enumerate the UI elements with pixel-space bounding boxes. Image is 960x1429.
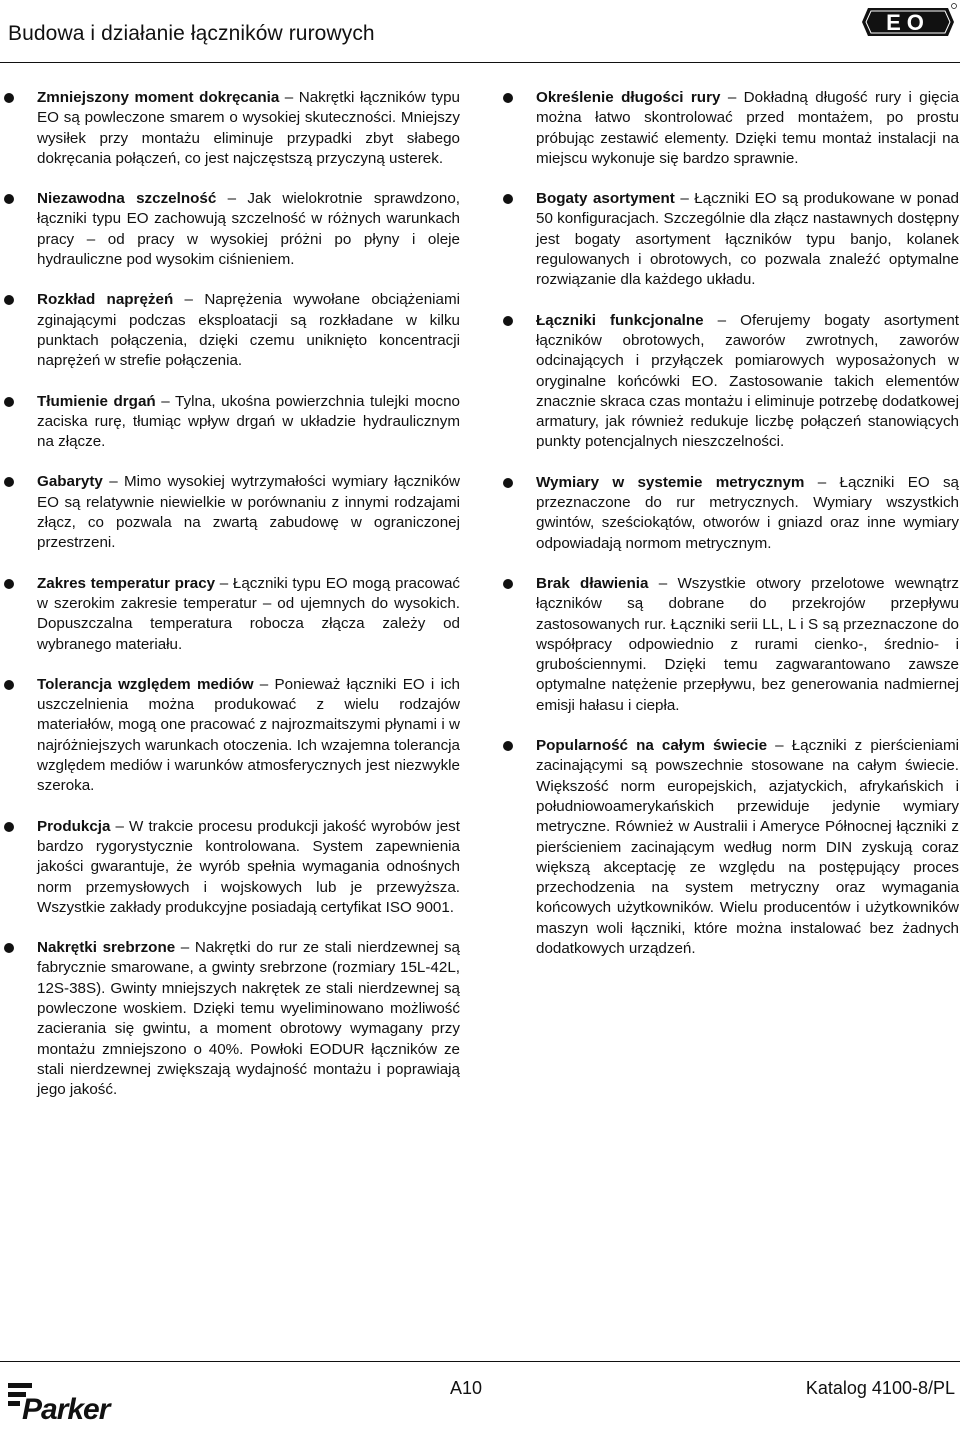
- feature-lead: Tłumienie drgań: [37, 392, 156, 410]
- header-divider: [0, 62, 960, 63]
- feature-text: – Nakrętki do rur ze stali nierdzewnej są fabrycznie smarowane, a gwinty srebrzone (rozmiary 15L-42L, 12S-38S). Gwinty mniejszych nakrętek ze stali nierdzewnej są powleczone woskiem. Dzięki temu wyeliminowano możliwość zacierania się gwintu, a moment obrotowy wymagany przy montażu zmniejszono o 40%. Powłoki EODUR łączników ze stali nierdzewnej zwiększają wydajność montażu i poprawiają jego jakość.: [37, 939, 460, 1099]
- feature-item: [497, 311, 959, 453]
- feature-item: [497, 736, 959, 959]
- bullet-icon: [503, 194, 513, 204]
- bullet-icon: [503, 478, 513, 488]
- catalog-number: Katalog 4100-8/PL: [805, 1378, 955, 1398]
- feature-item: [497, 473, 959, 554]
- feature-text: – Łączniki z pierścieniami zacinającymi są powszechnie stosowane na całym świecie. Większość norm europejskich, azjatyckich, afrykańskich i południowoamerykańskich przewiduje jedynie wymiary metryczne. Również w Australii i Ameryce Północnej łączniki z pierścieniem zacinającym według norm DIN zyskują coraz większą akceptację ze względu na postępujący proces przechodzenia na system metryczny oraz wymagania końcowych użytkowników. Wielu producentów i użytkowników maszyn woli łączniki, które można instalować bez żadnych dodatkowych urządzeń.: [536, 737, 959, 957]
- bullet-icon: [503, 579, 513, 589]
- page-number: A10: [450, 1378, 483, 1398]
- eo-logo: [858, 2, 958, 42]
- feature-item: [0, 817, 460, 918]
- feature-lead: Brak dławienia: [536, 574, 649, 592]
- feature-item: [0, 290, 460, 371]
- feature-item: [497, 574, 959, 716]
- feature-text: – Tylna, ukośna powierzchnia tulejki mocno zaciska rurę, tłumiąc wpływ drgań w układzie hydraulicznym na złącze.: [37, 392, 461, 451]
- feature-lead: Określenie długości rury: [536, 89, 721, 106]
- bullet-icon: [4, 93, 14, 103]
- feature-text: – Naprężenia wywołane obciążeniami zginającymi podczas eksploatacji są rozkładane w kilku punktach połączenia, dzięki czemu uniknięto koncentracji naprężeń w strefie połączenia.: [37, 291, 460, 370]
- feature-lead: Nakrętki srebrzone: [37, 939, 176, 957]
- feature-text: – Ponieważ łączniki EO i ich uszczelnienia można produkować z wielu rodzajów materiałów, mogą one pracować z najrozmaitszymi płynami i w najróżniejszych warunkach otoczenia. Ich wzajemna tolerancja względem mediów i warunków atmosferycznych jest niezwykle szeroka.: [37, 675, 460, 795]
- feature-lead: Niezawodna szczelność: [37, 190, 217, 208]
- left-column: [0, 88, 460, 1120]
- bullet-icon: [503, 316, 513, 326]
- feature-item: [0, 189, 460, 270]
- feature-text: – Mimo wysokiej wytrzymałości wymiary łączników EO są relatywnie niewielkie w porównaniu z innymi rodzajami złącz, co pozwala na zwartą zabudowę w ograniczonej przestrzeni.: [37, 473, 460, 552]
- feature-text: – Łączniki typu EO mogą pracować w szerokim zakresie temperatur – od ujemnych do wysokich. Dopuszczalna temperatura roboczа złącza zależy od wybranego materiału.: [37, 574, 460, 653]
- bullet-icon: [4, 680, 14, 690]
- page-title: Budowa i działanie łączników rurowych: [8, 22, 375, 45]
- feature-item: [0, 574, 460, 655]
- bullet-icon: [4, 477, 14, 487]
- feature-lead: Popularność na całym świecie: [536, 737, 768, 755]
- eo-logo-text: EO: [886, 10, 930, 35]
- right-column: [497, 88, 959, 979]
- feature-text: – Dokładną długość rury i gięcia można łatwo skontrolować przed montażem, po prostu próbując zestawić elementy. Dzięki temu montaż instalacji na miejscu wykonuje się bardzo sprawnie.: [536, 89, 959, 167]
- bullet-icon: [4, 295, 14, 305]
- bullet-icon: [4, 194, 14, 204]
- feature-lead: Produkcja: [37, 817, 111, 835]
- bullet-icon: [4, 943, 14, 953]
- feature-lead: Zmniejszony moment dokręcania: [37, 89, 280, 106]
- feature-item: [497, 189, 959, 290]
- feature-lead: Wymiary w systemie metrycznym: [536, 473, 805, 491]
- feature-text: – Wszystkie otwory przelotowe wewnątrz łączników są dobrane do przekrojów przepływu zastosowanych rur. Łączniki serii LL, L i S są przeznaczone do współpracy odpowiednio z rurami cienko-, średnio- i grubościennymi. Dzięki temu zagwarantowano zawsze optymalne natężenie przepływu, bez generowania nadmiernej emisji hałasu i ciepła.: [536, 574, 960, 714]
- feature-text: – Nakrętki łączników typu EO są powleczone smarem o wysokiej skuteczności. Mniejszy wysiłek przy montażu eliminuje przypadki zbyt słabego dokręcania połączeń, co jest najczęstszą przyczyną usterek.: [37, 89, 460, 167]
- feature-lead: Bogaty asortyment: [536, 190, 675, 208]
- parker-logo: [8, 1383, 134, 1423]
- feature-item: [0, 88, 460, 169]
- feature-lead: Zakres temperatur pracy: [37, 574, 216, 592]
- feature-item: [0, 472, 460, 553]
- feature-item: [0, 675, 460, 797]
- feature-text: – Łączniki EO są przeznaczone do rur metrycznych. Wymiary wszystkich gwintów, sześciokątów, otworów i gniazd oraz inne wymiary odpowiadają normom metrycznym.: [536, 473, 959, 552]
- feature-text: – Jak wielokrotnie sprawdzono, łączniki typu EO zachowują szczelność w różnych warunkach pracy – od pracy w wysokiej próżni po płyny i oleje hydrauliczne pod wysokim ciśnieniem.: [37, 190, 460, 269]
- bullet-icon: [4, 397, 14, 407]
- feature-lead: Gabaryty: [37, 473, 103, 491]
- bullet-icon: [4, 822, 14, 832]
- feature-lead: Rozkład naprężeń: [37, 291, 174, 309]
- feature-lead: Tolerancja względem mediów: [37, 675, 254, 693]
- bullet-icon: [503, 741, 513, 751]
- feature-item: [497, 88, 959, 169]
- feature-item: [0, 392, 460, 453]
- footer-divider: [0, 1361, 960, 1362]
- bullet-icon: [4, 579, 14, 589]
- feature-text: – Łączniki EO są produkowane w ponad 50 konfiguracjach. Szczególnie dla złącz nastawnych dostępny jest bogaty asortyment łączników typu banjo, kolanek regulowanych i obrotowych, co pozwala znaleźć optymalne rozwiązanie dla każdego układu.: [536, 190, 959, 289]
- feature-lead: Łączniki funkcjonalne: [536, 311, 704, 329]
- feature-item: [0, 938, 460, 1100]
- bullet-icon: [503, 93, 513, 103]
- feature-text: – W trakcie procesu produkcji jakość wyrobów jest bardzo rygorystycznie kontrolowana. System zapewnienia jakości gwarantuje, że wyrób spełnia wymagania odnośnych norm przemysłowych i wojskowych lub je przewyższa. Wszystkie zakłady produkcyjne posiadają certyfikat ISO 9001.: [37, 817, 460, 916]
- feature-text: – Oferujemy bogaty asortyment łączników obrotowych, zaworów zwrotnych, zaworów odcinających i przyłączek pomiarowych wyposażonych w oryginalne końcówki EO. Zastosowanie takich elementów znacznie skraca czas montażu i eliminuje potrzebę dodatkowej armatury, jak również redukuje liczbę połączeń stanowiących punkty potencjalnych nieszczelności.: [536, 311, 959, 451]
- parker-logo-text: Parker: [22, 1393, 110, 1423]
